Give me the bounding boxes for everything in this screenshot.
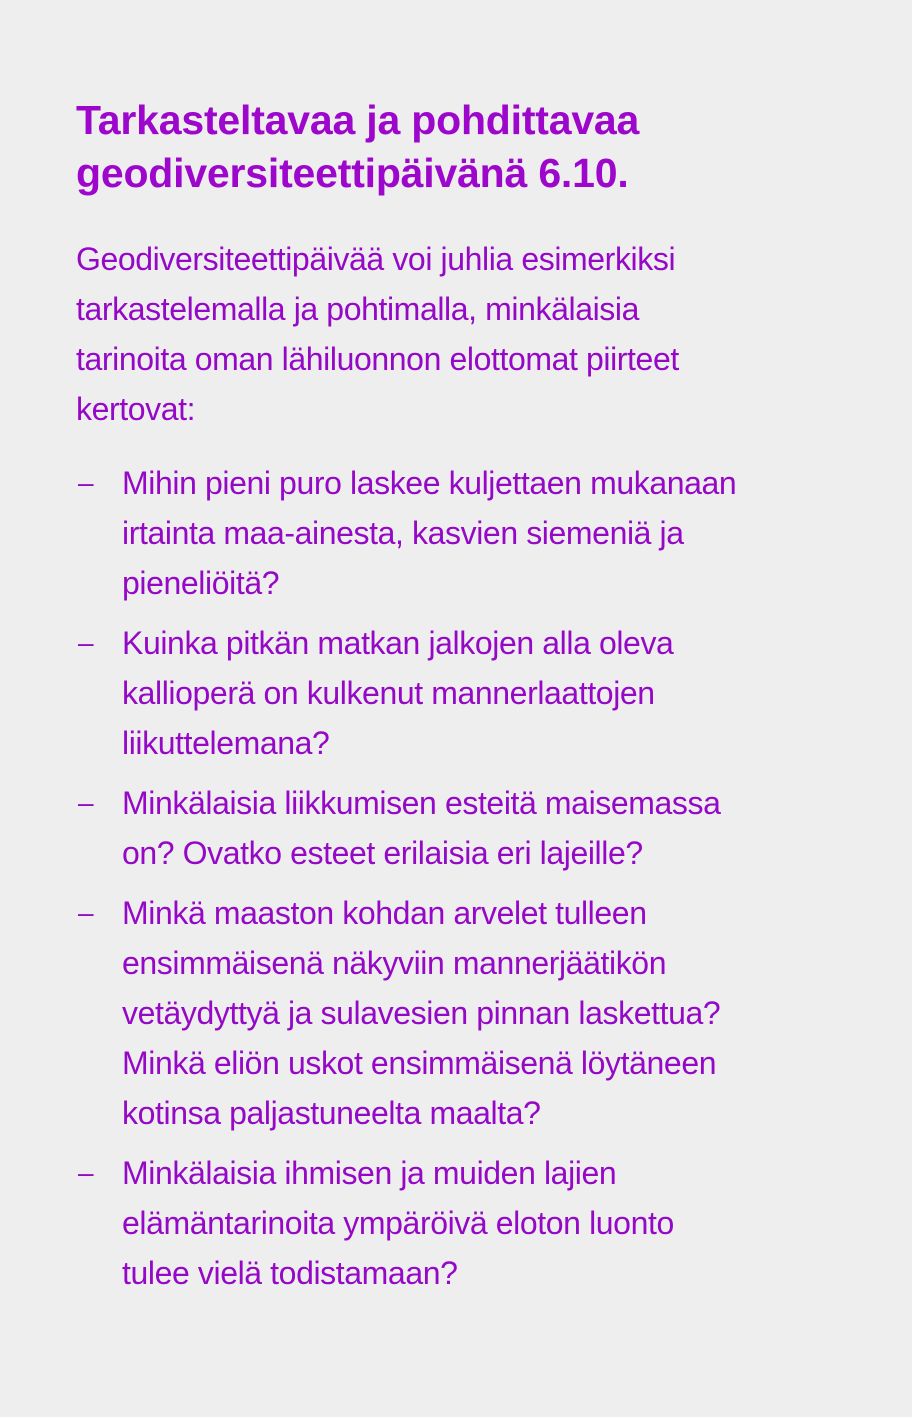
list-item <box>76 618 876 768</box>
intro-paragraph <box>76 234 866 434</box>
list-item-line: ensimmäisenä näkyviin mannerjäätikön <box>122 945 667 981</box>
intro-line: kertovat: <box>76 391 196 427</box>
list-item-line: pieneliöitä? <box>122 565 280 601</box>
list-item-line: Minkälaisia liikkumisen esteitä maisemassa <box>122 785 721 821</box>
dash-marker: – <box>78 467 94 498</box>
list-item <box>76 778 876 878</box>
list-item-line: Kuinka pitkän matkan jalkojen alla oleva <box>122 625 674 661</box>
list-item <box>76 888 876 1138</box>
list-item-line: Minkä eliön uskot ensimmäisenä löytäneen <box>122 1045 717 1081</box>
list-item-line: on? Ovatko esteet erilaisia eri lajeille? <box>122 835 643 871</box>
list-item-line: liikuttelemana? <box>122 725 330 761</box>
dash-marker: – <box>78 1157 94 1188</box>
title-line: geodiversiteettipäivänä 6.10. <box>76 150 629 196</box>
list-item-line: tulee vielä todistamaan? <box>122 1255 458 1291</box>
intro-line: tarkastelemalla ja pohtimalla, minkälaisia <box>76 291 640 327</box>
intro-line: tarinoita oman lähiluonnon elottomat piirteet <box>76 341 679 377</box>
question-list <box>76 458 876 1308</box>
list-item-line: kallioperä on kulkenut mannerlaattojen <box>122 675 655 711</box>
list-item-line: Minkälaisia ihmisen ja muiden lajien <box>122 1155 617 1191</box>
list-item-line: vetäydyttyä ja sulavesien pinnan laskettua? <box>122 995 721 1031</box>
list-item-line: Minkä maaston kohdan arvelet tulleen <box>122 895 647 931</box>
list-item <box>76 458 876 608</box>
dash-marker: – <box>78 787 94 818</box>
list-item-line: kotinsa paljastuneelta maalta? <box>122 1095 541 1131</box>
title-line: Tarkasteltavaa ja pohdittavaa <box>76 97 640 143</box>
dash-marker: – <box>78 627 94 658</box>
list-item-line: irtainta maa-ainesta, kasvien siemeniä ja <box>122 515 684 551</box>
list-item <box>76 1148 876 1298</box>
page-title <box>76 94 866 200</box>
list-item-line: Mihin pieni puro laskee kuljettaen mukanaan <box>122 465 737 501</box>
list-item-line: elämäntarinoita ympäröivä eloton luonto <box>122 1205 674 1241</box>
intro-line: Geodiversiteettipäivää voi juhlia esimerkiksi <box>76 241 676 277</box>
dash-marker: – <box>78 897 94 928</box>
